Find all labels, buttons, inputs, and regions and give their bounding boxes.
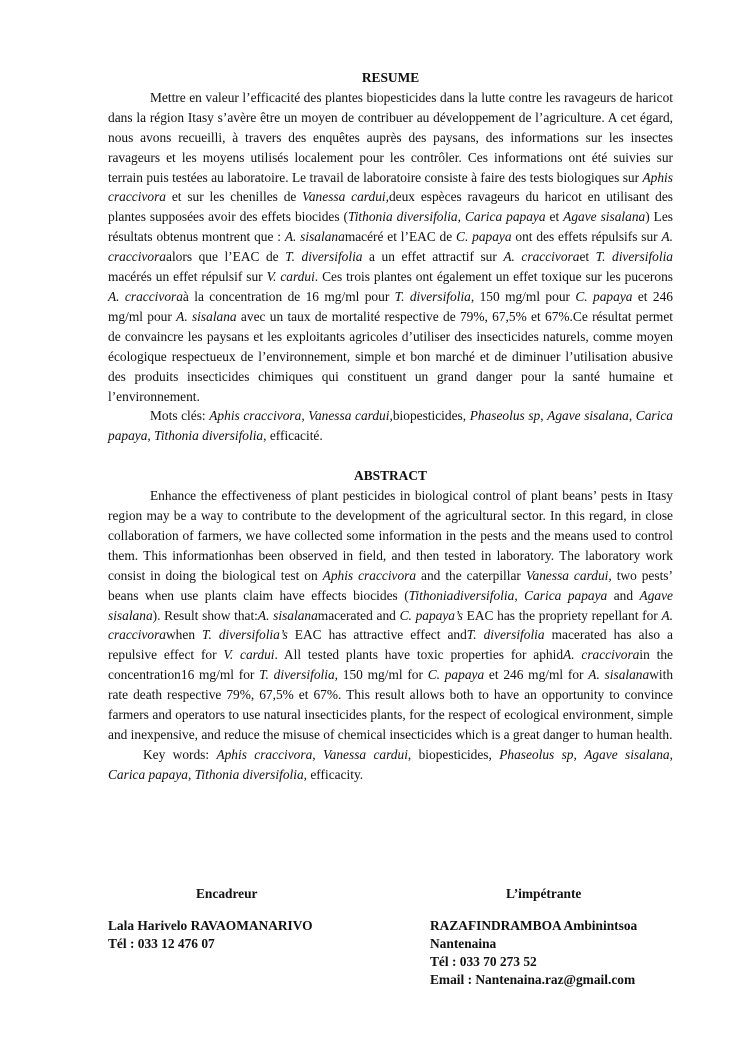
author-name-line2: Nantenaina <box>430 936 497 951</box>
abstract-paragraph: Enhance the effectiveness of plant pesticides in biological control of plant beans’ pests in Itasy region may be a way to contribute to the development of the agricultural sector. In this regard, in close collaboration of farmers, we have collected some information in the pests and the means used to control them. This informationhas been observed in field, and then tested in laboratory. The laboratory work consist in doing the biological test on Aphis craccivora and the caterpillar Vanessa cardui, two pests’ beans when use plants claim have effects biocides (Tithoniadiversifolia, Carica papaya and Agave sisalana). Result show that:A. sisalanamacerated and C. papaya’s EAC has the propriety repellant for A. craccivorawhen T. diversifolia’s EAC has attractive effect andT. diversifolia macerated has also a repulsive effect for V. cardui. All tested plants have toxic properties for aphidA. craccivorain the concentration16 mg/ml for T. diversifolia, 150 mg/ml for C. papaya et 246 mg/ml for A. sisalanawith rate death respective 79%, 67,5% et 67%. This result allows both to have an opportunity to convince farmers and operators to use natural insecticides plants, for the respect of ecological environment, simple and inexpensive, and reduce the misuse of chemical insecticides which is a great danger to human health. <box>108 488 674 742</box>
abstract-keywords: Key words: Aphis craccivora, Vanessa cardui, biopesticides, Phaseolus sp, Agave sisalana, Carica papaya, Tithonia diversifolia, efficacity. <box>108 746 673 782</box>
resume-paragraph: Mettre en valeur l’efficacité des plantes biopesticides dans la lutte contre les ravageurs de haricot dans la région Itasy s’avère être un moyen de contribuer au développement de l’agriculture. A cet égard, nous avons recueilli, à travers des enquêtes auprès des paysans, des informations sur les insectes ravageurs et les moyens utilisés localement pour les contrôler. Ces informations ont été suivies sur terrain puis testées au laboratoire. Le travail de laboratoire consiste à faire des tests biologiques sur Aphis craccivora et sur les chenilles de Vanessa cardui,deux espèces ravageurs du haricot en utilisant des plantes supposées avoir des effets biocides (Tithonia diversifolia, Carica papaya et Agave sisalana) Les résultats obtenus montrent que : A. sisalanamacéré et l’EAC de C. papaya ont des effets répulsifs sur A. craccivoraalors que l’EAC de T. diversifolia a un effet attractif sur A. craccivoraet T. diversifolia macérés un effet répulsif sur V. cardui. Ces trois plantes ont également un effet toxique sur les pucerons A. craccivoraà la concentration de 16 mg/ml pour T. diversifolia, 150 mg/ml pour C. papaya et 246 mg/ml pour A. sisalana avec un taux de mortalité respective de 79%, 67,5% et 67%.Ce résultat permet de convaincre les paysans et les exploitants agricoles d’utiliser des insecticides naturels, comme moyen écologique respectueux de l’environnement, simple et bon marché et de diminuer l’utilisation abusive des produits insecticides chimiques qui constituent un grand danger pour la santé humaine et l’environnement. <box>108 89 673 404</box>
abstract-title: ABSTRACT <box>354 468 427 484</box>
supervisor-phone: Tél : 033 12 476 07 <box>108 936 215 951</box>
resume-keywords: Mots clés: Aphis craccivora, Vanessa cardui,biopesticides, Phaseolus sp, Agave sisalana, Carica papaya, Tithonia diversifolia, efficacité. <box>108 408 673 444</box>
author-name-line1: RAZAFINDRAMBOA Ambinintsoa <box>430 918 638 933</box>
author-role: L’impétrante <box>506 886 582 901</box>
document-page <box>108 68 673 785</box>
supervisor-role: Encadreur <box>196 886 258 901</box>
supervisor-signature <box>108 885 408 953</box>
supervisor-name: Lala Harivelo RAVAOMANARIVO <box>108 918 313 933</box>
resume-title: RESUME <box>361 70 420 85</box>
section-gap <box>108 446 673 466</box>
author-signature <box>430 885 678 989</box>
author-email: Email : Nantenaina.raz@gmail.com <box>430 972 636 987</box>
author-phone: Tél : 033 70 273 52 <box>430 954 537 969</box>
